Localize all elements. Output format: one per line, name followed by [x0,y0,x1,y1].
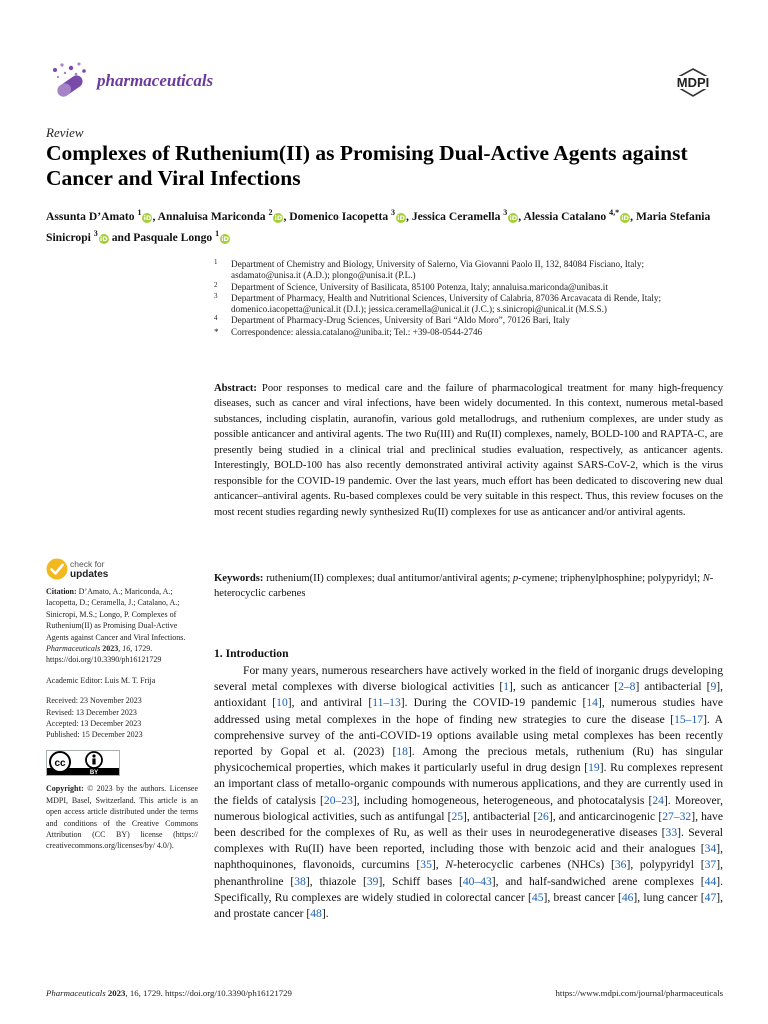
citation-doi-link[interactable]: https://doi.org/10.3390/ph16121729 [46,655,162,665]
date-published: Published: 15 December 2023 [46,730,143,740]
affiliation-text: Correspondence: alessia.catalano@uniba.it; Tel.: +39-08-0544-2746 [231,326,483,337]
paragraph-text: ], and prostate cancer [ [214,890,724,921]
affiliation-item [214,282,714,293]
author-affiliation-marker: 3 [391,208,396,217]
reference-link[interactable]: 14 [586,696,598,710]
mdpi-logo-text: MDPI [676,75,710,90]
affiliation-number: * [214,326,219,337]
author-name: Alessia Catalano [523,209,607,223]
reference-link[interactable]: 26 [537,809,549,823]
date-revised: Revised: 13 December 2023 [46,707,137,717]
paragraph-text: ], numerous studies have addressed using metal complexes in the hope of finding new strategies to cure the disease [ [214,696,723,726]
affiliation-number: 2 [214,280,218,289]
author-name: Pasquale Longo [133,230,213,244]
affiliation-text: Department of Chemistry and Biology, University of Salerno, Via Giovanni Paolo II, 132, 84084 Fisciano, Italy; asdamato@unisa.it (A.D.); plongo@unisa.it (P.L.) [231,259,645,281]
abstract [214,381,723,520]
author-name: Domenico Iacopetta [289,209,389,223]
orcid-icon[interactable]: iD [397,213,405,222]
affiliation-text: Department of Science, University of Basilicata, 85100 Potenza, Italy; annaluisa.mariconda@unibas.it [231,281,608,292]
reference-link[interactable]: 39 [366,874,379,888]
orcid-icon[interactable]: iD [143,213,152,222]
paragraph-text: ], including homogeneous, heterogeneous, and photocatalysis [ [352,793,653,807]
reference-link[interactable]: 19 [588,761,600,775]
by-text: BY [89,769,99,776]
paragraph-text: ]. Several complexes with Ru(II) have been reported, including those with benzoic acid and their analogues [ [214,826,723,856]
author-name: Annaluisa Mariconda [157,209,266,223]
date-received: Received: 23 November 2023 [46,696,142,706]
paragraph-text: ], antibacterial [ [463,809,538,823]
affiliation-text: Department of Pharmacy-Drug Sciences, University of Bari “Aldo Moro”, 70126 Bari, Italy [231,315,570,326]
reference-link[interactable]: 2–8 [618,680,636,694]
paragraph-text: ], such as anticancer [ [509,680,619,694]
paragraph-text: ], and half-sandwiched arene complexes [ [491,874,705,888]
reference-link[interactable]: 24 [652,793,664,807]
reference-link[interactable]: 46 [621,890,634,904]
footer-journal-url[interactable]: https://www.mdpi.com/journal/pharmaceuticals [555,988,723,998]
orcid-icon[interactable]: iD [99,234,108,243]
cc-by-license-badge[interactable] [46,750,120,776]
author-affiliation-marker: 3 [93,228,98,238]
journal-logo [46,58,92,104]
author-name: Maria Stefania Sinicropi [46,209,711,244]
reference-link[interactable]: 45 [531,890,544,904]
check-updates-icon [46,558,68,580]
mdpi-logo[interactable] [662,68,724,98]
author-list: Assunta D’Amato $^1$iD, Annaluisa Mariconda $^2$iD, Domenico Iacopetta $^3$iD, Jessica Ceramella $^3$iD, Alessia Catalano $^{4,*}$iD, Maria Stefania Sinicropi $^3$iD and Pasquale Longo $^1$iD [46,208,711,244]
reference-link[interactable]: 33 [665,826,678,840]
introduction-paragraph [214,663,723,922]
author-affiliation-marker: 1 [137,208,142,217]
reference-link[interactable]: 1 [503,680,509,694]
reference-link[interactable]: 20–23 [323,793,353,807]
abstract-text: Poor responses to medical care and the failure of pharmacological treatment for many high-frequency diseases, such as cancer and viral infections, have been widely documented. In this context, numerous metal-based substances, including cisplatin, auranofin, various gold metallodrugs, and ruthenium complexes, are under study as possible anticancer and antiviral agents. The two Ru(III) and Ru(II) complexes, namely, BOLD-100 and RAPTA-C, are presently being studied in a clinical trial and preclinical studies evaluation, respectively, as anticancer agents. Interestingly, BOLD-100 has also recently demonstrated antiviral activity against SARS-CoV-2, which is the virus responsible for the COVID-19 pandemic. Over the last years, much effort has been dedicated to discovering new dual anticancer–antiviral agents. Ru-based complexes could be very suitable in this respect. Thus, this review focuses on the most recent studies regarding newly synthesized Ru(II) complexes for use as anticancer and/or antiviral agents. [214,383,723,518]
paragraph-text: ], lung cancer [ [633,890,705,904]
cc-text: cc [54,757,66,769]
reference-link[interactable]: 40–43 [462,874,492,888]
orcid-icon[interactable]: iD [274,213,283,222]
paragraph-text: ]. Among the precious metals, ruthenium (Ru) has singular physicochemical properties, which makes it particularly useful in drug design [ [214,745,723,775]
paragraph-text: ], and antiviral [ [287,696,373,710]
paragraph-text: ]. A comprehensive survey of the anti-COVID-19 options available using metal complexes has been recently reported by Gopal et al. (2023) [ [214,712,723,759]
paragraph-text: ], have been described for the complexes of Ru, as well as their uses in neurodegenerative diseases [ [214,809,723,840]
paragraph-text: ], polypyridyl [ [626,858,705,872]
paragraph-text: ] antibacterial [ [635,680,711,694]
paragraph-text: ]. Specifically, Ru complexes are widely studied in colorectal cancer [ [214,874,723,904]
date-accepted: Accepted: 13 December 2023 [46,719,142,729]
paragraph-text: ], phenanthroline [ [214,858,723,888]
author-name: Jessica Ceramella [411,209,501,223]
affiliation-item [214,327,714,338]
keywords-label: Keywords: [214,573,264,584]
section-title: 1. Introduction [214,647,289,660]
author-affiliation-marker: 4,* [609,208,620,217]
affiliation-item [214,315,714,326]
affiliation-item [214,259,714,282]
affiliation-number: 1 [214,258,218,266]
author-affiliation-marker: 3 [503,208,508,217]
journal-name[interactable]: pharmaceuticals [97,71,214,90]
check-updates-line2: updates [70,569,109,580]
paragraph-text: -heterocyclic carbenes (NHCs) [ [453,858,615,872]
paragraph-text: ], Schiff bases [ [378,874,463,888]
reference-link[interactable]: 18 [396,745,408,759]
affiliation-item [214,293,714,316]
citation: Citation: D’Amato, A.; Mariconda, A.; Iacopetta, D.; Ceramella, J.; Catalano, A.; Sinicropi, M.S.; Longo, P. Complexes of Ruthenium(II) as Promising Dual-Active Agents against Cancer and Viral Infections. Pharmaceuticals 2023, 16, 1729. https://doi.org/10.3390/ph16121729 [46,587,186,665]
paragraph-text: ]. Moreover, numerous biological activities, such as antifungal [ [214,793,723,823]
reference-link[interactable]: 36 [614,858,627,872]
check-updates-line1: check for [70,559,105,569]
affiliation-number: 3 [214,291,218,300]
keywords-text: ruthenium(II) complexes; dual antitumor/antiviral agents; p-cymene; triphenylphosphine; polypyridyl; N-heterocyclic carbenes [214,573,714,600]
paragraph-text: For many years, numerous researchers have actively worked in the field of inorganic drugs developing several metal complexes with diverse biological activities [ [214,664,723,694]
affiliations [214,259,714,338]
article-title: Complexes of Ruthenium(II) as Promising Dual-Active Agents against Cancer and Viral Infections [46,141,688,190]
abstract-label: Abstract: [214,383,257,394]
reference-link[interactable]: 27–32 [662,809,692,823]
reference-link[interactable]: 48 [310,907,322,921]
check-for-updates-button[interactable] [46,558,126,582]
author-affiliation-marker: 2 [268,208,273,217]
footer-citation: Pharmaceuticals 2023, 16, 1729. https://doi.org/10.3390/ph16121729 [46,988,292,998]
reference-link[interactable]: 9 [710,680,717,694]
paragraph-text: ], [431,858,446,872]
reference-link[interactable]: 47 [704,890,717,904]
paragraph-text: ], and anticarcinogenic [ [548,809,663,823]
reference-link[interactable]: 35 [420,858,432,872]
reference-link[interactable]: 38 [294,874,306,888]
reference-link[interactable]: 25 [451,809,464,823]
academic-editor: Academic Editor: Luis M. T. Frija [46,675,156,685]
paragraph-text: ]. During the COVID-19 pandemic [ [400,696,587,710]
reference-link[interactable]: 44 [704,874,717,888]
orcid-icon[interactable]: iD [621,213,629,222]
reference-link[interactable]: 34 [704,842,717,856]
reference-link[interactable]: 11–13 [372,696,401,710]
sidebar [46,586,198,852]
reference-link[interactable]: 37 [704,858,717,872]
keywords [214,571,723,602]
author-name: Assunta D’Amato [46,209,135,223]
article-type: Review [46,125,84,140]
author-affiliation-marker: 1 [215,228,220,238]
paragraph-text: ]. [321,907,329,921]
paragraph-text: ], thiazole [ [305,874,367,888]
paragraph-text: ], naphthoquinones, flavonoids, curcumins [ [214,842,723,872]
affiliation-number: 4 [214,314,218,323]
reference-link[interactable]: 10 [276,696,288,710]
orcid-icon[interactable]: iD [221,234,229,243]
copyright-notice: Copyright: © 2023 by the authors. Licensee MDPI, Basel, Switzerland. This article is an open access article distributed under the terms and conditions of the Creative Commons Attribution (CC BY) license (https:// creativecommons.org/licenses/by/ 4.0/). [46,784,199,851]
paragraph-text: ], antioxidant [ [214,680,724,710]
paragraph-text: ]. Ru complexes represent an important class of metallo-organic compounds with numerous applications, and they are currently used in the fields of catalysis [ [214,761,723,807]
italic-text: N [445,858,454,872]
paragraph-text: ], breast cancer [ [543,890,622,904]
affiliation-text: Department of Pharmacy, Health and Nutritional Sciences, University of Calabria, 87036 Arcavacata di Rende, Italy; domenico.iacopetta@unical.it (D.I.); jessica.ceramella@unical.it (J.C.); s.sinicropi@unical.it (M.S.S.) [231,292,662,315]
reference-link[interactable]: 15–17 [674,712,704,726]
pill-capsule-icon [53,63,86,99]
orcid-icon[interactable]: iD [509,213,518,222]
